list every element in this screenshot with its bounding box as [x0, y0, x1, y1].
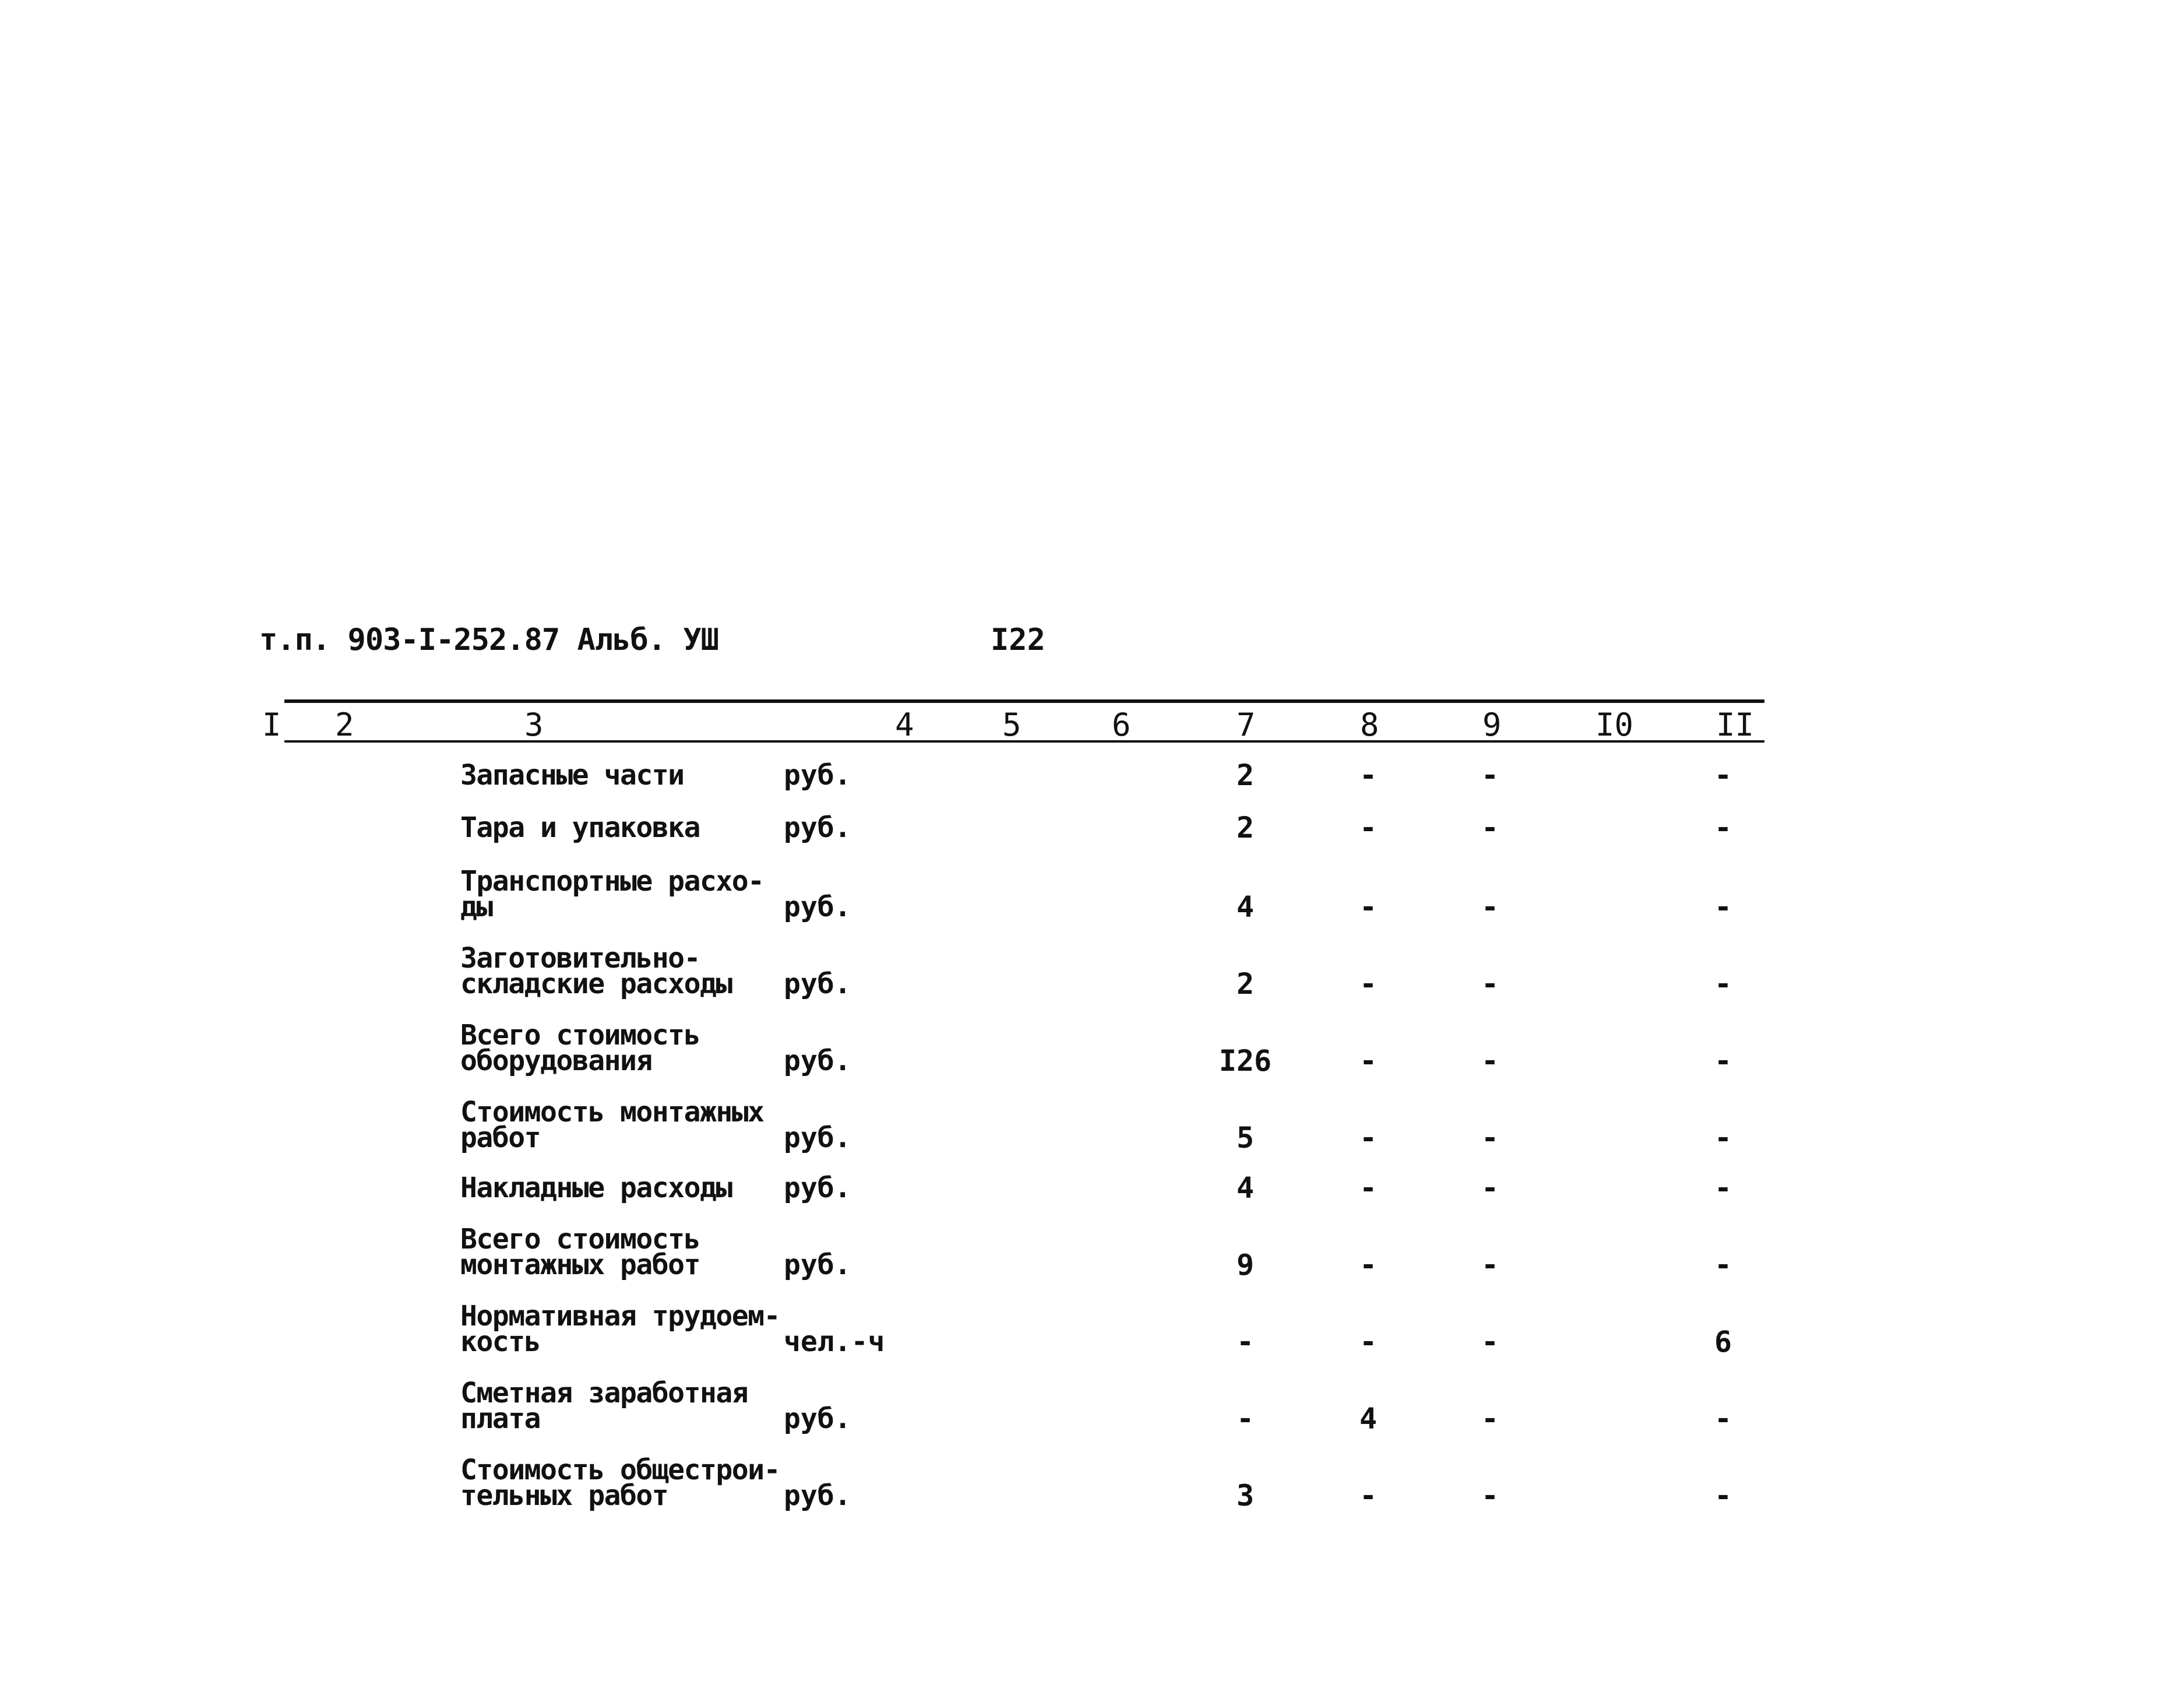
row-value-col-8: - — [1359, 1044, 1378, 1078]
row-name-line: Стоимость общестрои- — [460, 1454, 780, 1486]
table-top-rule — [284, 699, 1764, 703]
row-name-line: ды — [460, 891, 492, 923]
row-value-col-11: - — [1714, 1402, 1732, 1436]
row-name — [460, 865, 787, 923]
row-name-line: складские расходы — [460, 968, 732, 1000]
row-value-col-11: - — [1714, 1044, 1732, 1078]
column-header-7: 7 — [1237, 706, 1256, 743]
row-name-line: кость — [460, 1325, 540, 1358]
row-name-line: монтажных работ — [460, 1249, 700, 1281]
row-value-col-11: - — [1714, 1171, 1732, 1205]
row-value-col-7: 2 — [1236, 811, 1255, 845]
row-value-col-7: 2 — [1236, 967, 1255, 1001]
row-value-col-11: - — [1714, 1248, 1732, 1282]
row-value-col-9: - — [1481, 1248, 1499, 1282]
row-value-col-8: - — [1359, 1171, 1378, 1205]
row-name — [460, 942, 787, 1000]
column-header-1: I — [262, 706, 281, 743]
table-header-rule — [284, 740, 1764, 743]
row-value-col-8: - — [1359, 1479, 1378, 1513]
row-value-col-7: - — [1236, 1325, 1255, 1359]
row-value-col-8: - — [1359, 967, 1378, 1001]
row-name-line: Тара и упаковка — [460, 811, 700, 844]
row-unit: руб. — [784, 1121, 851, 1154]
row-value-col-7: 4 — [1236, 890, 1255, 924]
row-name-line: Запасные части — [460, 759, 684, 792]
row-value-col-9: - — [1481, 1479, 1499, 1513]
row-name-line: Всего стоимость — [460, 1223, 700, 1256]
row-name — [460, 1223, 787, 1281]
row-name — [460, 1019, 787, 1077]
column-header-8: 8 — [1360, 706, 1379, 743]
row-value-col-11: - — [1714, 1479, 1732, 1513]
row-value-col-11: - — [1714, 758, 1732, 792]
row-unit: руб. — [784, 811, 851, 844]
column-header-5: 5 — [1002, 706, 1021, 743]
column-header-2: 2 — [335, 706, 354, 743]
row-value-col-9: - — [1481, 1121, 1499, 1155]
row-name-line: Сметная заработная — [460, 1377, 748, 1409]
row-value-col-7: 3 — [1236, 1479, 1255, 1513]
row-unit: руб. — [784, 1045, 851, 1077]
row-name-line: Нормативная трудоем- — [460, 1300, 780, 1332]
column-header-11: II — [1716, 706, 1755, 743]
row-value-col-11: 6 — [1714, 1325, 1732, 1359]
row-name-line: Заготовительно- — [460, 942, 700, 975]
row-value-col-7: I26 — [1218, 1044, 1272, 1078]
row-name — [460, 1172, 787, 1204]
row-name-line: оборудования — [460, 1045, 652, 1077]
row-value-col-9: - — [1481, 1171, 1499, 1205]
row-value-col-9: - — [1481, 890, 1499, 924]
row-name-line: плата — [460, 1402, 540, 1435]
row-name-line: тельных работ — [460, 1479, 668, 1512]
row-value-col-7: - — [1236, 1402, 1255, 1436]
row-unit: руб. — [784, 1172, 851, 1204]
document-reference: т.п. 903-I-252.87 Альб. УШ — [259, 623, 718, 657]
row-name — [460, 1377, 787, 1435]
column-header-4: 4 — [895, 706, 914, 743]
row-name-line: Стоимость монтажных — [460, 1096, 764, 1128]
row-name — [460, 1454, 787, 1512]
row-value-col-8: - — [1359, 1248, 1378, 1282]
row-value-col-9: - — [1481, 1325, 1499, 1359]
row-value-col-8: - — [1359, 1325, 1378, 1359]
row-value-col-7: 4 — [1236, 1171, 1255, 1205]
row-value-col-11: - — [1714, 1121, 1732, 1155]
row-name — [460, 1300, 787, 1358]
row-value-col-9: - — [1481, 1044, 1499, 1078]
row-value-col-7: 5 — [1236, 1121, 1255, 1155]
row-name-line: Всего стоимость — [460, 1019, 700, 1052]
column-header-10: I0 — [1595, 706, 1634, 743]
row-value-col-11: - — [1714, 811, 1732, 845]
row-unit: руб. — [784, 1249, 851, 1281]
row-value-col-11: - — [1714, 967, 1732, 1001]
row-value-col-8: - — [1359, 811, 1378, 845]
row-unit: руб. — [784, 1402, 851, 1435]
row-value-col-9: - — [1481, 811, 1499, 845]
row-value-col-7: 9 — [1236, 1248, 1255, 1282]
column-header-9: 9 — [1482, 706, 1502, 743]
row-value-col-11: - — [1714, 890, 1732, 924]
row-unit: руб. — [784, 968, 851, 1000]
column-header-6: 6 — [1112, 706, 1131, 743]
row-name — [460, 759, 787, 792]
column-header-3: 3 — [524, 706, 544, 743]
row-value-col-8: 4 — [1359, 1402, 1378, 1436]
row-unit: чел.-ч — [784, 1325, 885, 1358]
row-unit: руб. — [784, 891, 851, 923]
row-value-col-9: - — [1481, 758, 1499, 792]
row-name — [460, 811, 787, 844]
row-unit: руб. — [784, 759, 851, 792]
row-name-line: Накладные расходы — [460, 1172, 732, 1204]
row-value-col-7: 2 — [1236, 758, 1255, 792]
row-value-col-8: - — [1359, 890, 1378, 924]
row-value-col-9: - — [1481, 1402, 1499, 1436]
row-name-line: работ — [460, 1121, 540, 1154]
row-name-line: Транспортные расхо- — [460, 865, 764, 898]
row-name — [460, 1096, 787, 1154]
row-value-col-9: - — [1481, 967, 1499, 1001]
row-value-col-8: - — [1359, 1121, 1378, 1155]
row-value-col-8: - — [1359, 758, 1378, 792]
row-unit: руб. — [784, 1479, 851, 1512]
page-number: I22 — [991, 623, 1045, 657]
